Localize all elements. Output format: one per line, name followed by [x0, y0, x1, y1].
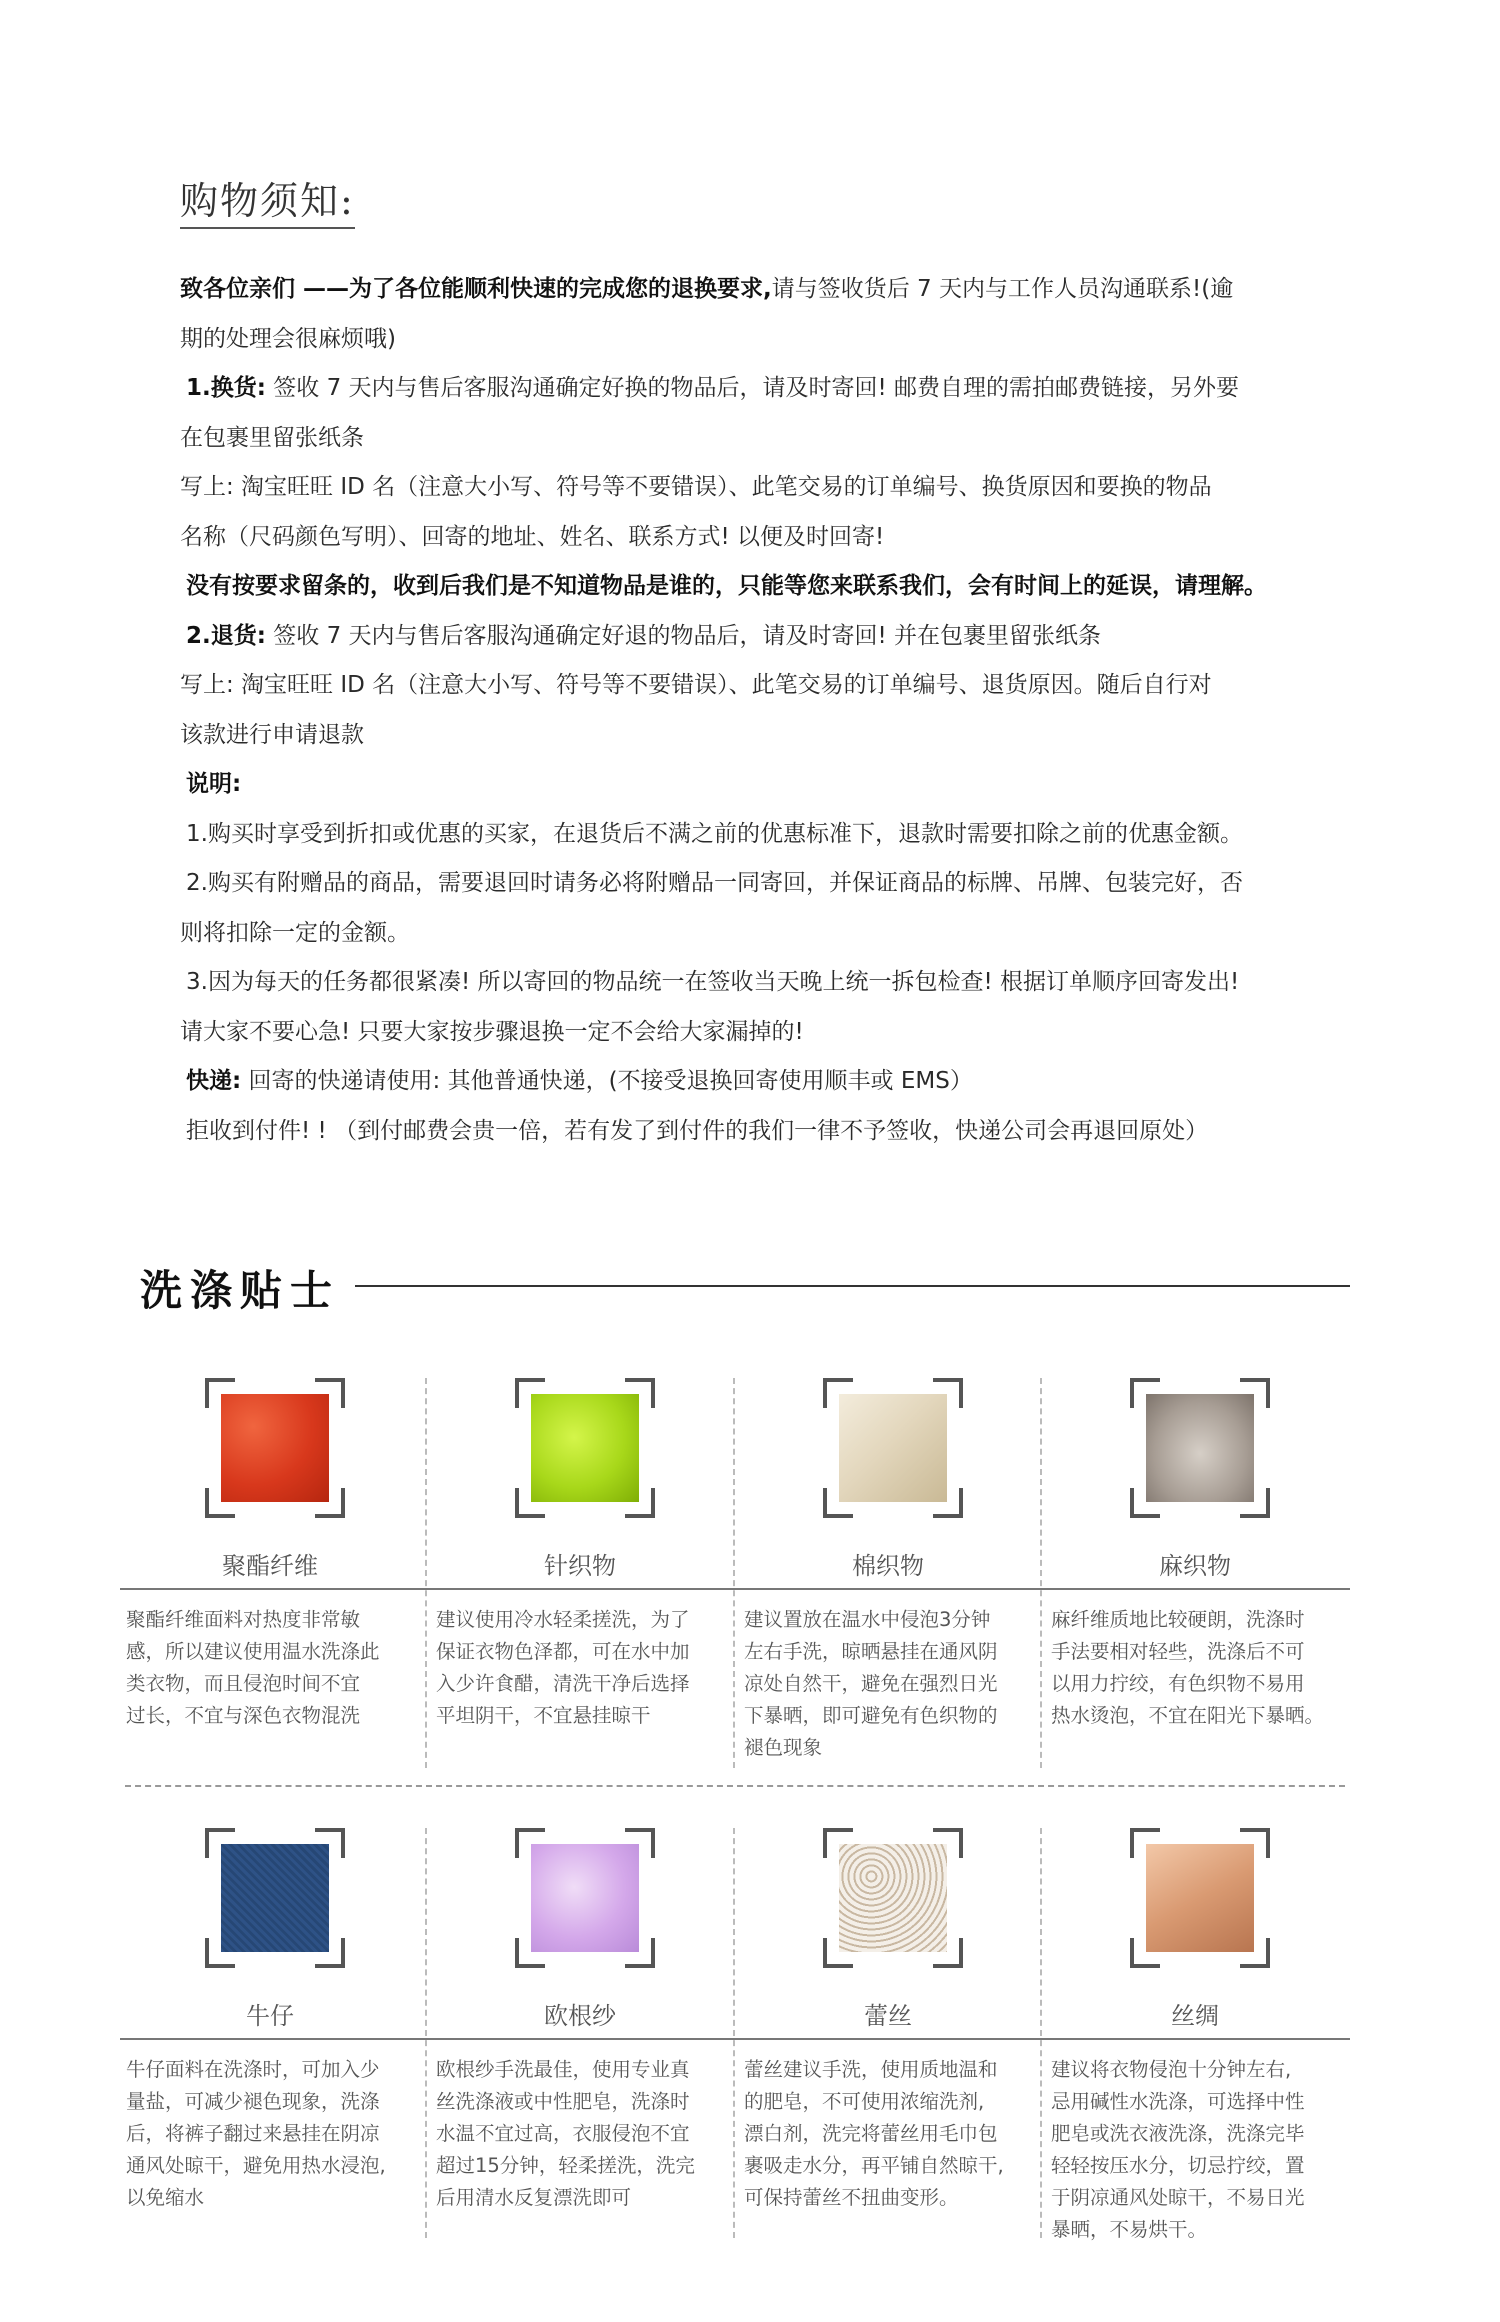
column-divider	[1040, 1828, 1042, 2238]
fabric-image-frame	[515, 1378, 655, 1518]
fabric-name: 欧根纱	[544, 2002, 616, 2030]
polyester-swatch	[221, 1394, 329, 1502]
fabric-name: 牛仔	[246, 2002, 294, 2030]
lace-swatch	[839, 1844, 947, 1952]
fabric-care-text: 欧根纱手洗最佳，使用专业真 丝洗涤液或中性肥皂，洗涤时 水温不宜过高，衣服侵泡不宜 超过15分钟，轻柔搓洗，洗完 后用清水反复漂洗即可	[436, 2058, 695, 2209]
fabric-image-frame	[515, 1828, 655, 1968]
washing-tips	[120, 1250, 1350, 2280]
fabric-card	[120, 1378, 420, 1768]
fabric-name: 蕾丝	[864, 2002, 912, 2030]
fabric-name: 麻织物	[1159, 1552, 1231, 1580]
notice-title: 购物须知:	[180, 170, 355, 229]
cotton-swatch	[839, 1394, 947, 1502]
notice-line: 则将扣除一定的金额。	[180, 919, 410, 946]
notice-line: 2.购买有附赠品的商品，需要退回时请务必将附赠品一同寄回，并保证商品的标牌、吊牌、包装完好，否	[186, 870, 1243, 896]
fabric-image-frame	[205, 1828, 345, 1968]
fabric-image-frame	[823, 1828, 963, 1968]
fabric-image-frame	[1130, 1828, 1270, 1968]
fabric-card	[430, 1828, 730, 2218]
fabric-name: 针织物	[544, 1552, 616, 1580]
column-divider	[425, 1378, 427, 1768]
fabric-name: 棉织物	[852, 1552, 924, 1580]
linen-swatch	[1146, 1394, 1254, 1502]
fabric-image-frame	[823, 1378, 963, 1518]
fabric-care-text: 建议使用冷水轻柔搓洗，为了 保证衣物色泽都，可在水中加 入少许食醋，清洗干净后选择 平坦阴干，不宜悬挂晾干	[436, 1608, 690, 1727]
fabric-image-frame	[205, 1378, 345, 1518]
notice-line: 该款进行申请退款	[180, 721, 364, 748]
notice-line: 名称（尺码颜色写明）、回寄的地址、姓名、联系方式! 以便及时回寄!	[180, 523, 885, 550]
column-divider	[425, 1828, 427, 2238]
notice-line: 写上: 淘宝旺旺 ID 名（注意大小写、符号等不要错误）、此笔交易的订单编号、退货原因。随后自行对	[180, 672, 1212, 698]
return-line: 2.退货: 签收 7 天内与售后客服沟通确定好退的物品后，请及时寄回! 并在包裹里留张纸条	[186, 622, 1102, 649]
notice-line: 在包裹里留张纸条	[180, 424, 364, 451]
fabric-care-text: 建议将衣物侵泡十分钟左右, 忌用碱性水洗涤，可选择中性 肥皂或洗衣液洗涤，洗涤完毕 轻轻按压水分，切忌拧绞，置 于阴凉通风处晾干，不易日光 暴晒，不易烘干。	[1051, 2058, 1305, 2241]
column-divider	[1040, 1378, 1042, 1768]
fabric-card	[1045, 1378, 1345, 1768]
fabric-card	[738, 1828, 1038, 2218]
knit-swatch	[531, 1394, 639, 1502]
fabric-name: 聚酯纤维	[222, 1552, 318, 1580]
fabric-card	[120, 1828, 420, 2218]
notice-line: 3.因为每天的任务都很紧凑! 所以寄回的物品统一在签收当天晚上统一拆包检查! 根据订单顺序回寄发出!	[186, 969, 1240, 995]
fabric-card	[1045, 1828, 1345, 2241]
column-divider	[733, 1378, 735, 1768]
fabric-care-text: 聚酯纤维面料对热度非常敏 感，所以建议使用温水洗涤此 类衣物，而且侵泡时间不宜 过长，不宜与深色衣物混洗	[126, 1608, 380, 1727]
explanation-heading: 说明:	[186, 771, 242, 797]
fabric-card	[430, 1378, 730, 1768]
fabric-care-text: 建议置放在温水中侵泡3分钟 左右手洗，晾晒悬挂在通风阴 凉处自然干，避免在强烈日光 下暴晒，即可避免有色织物的 褪色现象	[744, 1608, 998, 1759]
organza-swatch	[531, 1844, 639, 1952]
fabric-name: 丝绸	[1171, 2002, 1219, 2030]
fabric-care-text: 牛仔面料在洗涤时，可加入少 量盐，可减少褪色现象，洗涤 后，将裤子翻过来悬挂在阴凉 通风处晾干，避免用热水浸泡, 以免缩水	[126, 2058, 386, 2209]
title-rule	[355, 1285, 1350, 1287]
fabric-care-text: 蕾丝建议手洗，使用质地温和 的肥皂，不可使用浓缩洗剂, 漂白剂，洗完将蕾丝用毛巾包 裹吸走水分，再平铺自然晾干, 可保持蕾丝不扭曲变形。	[744, 2058, 1004, 2209]
notice-line: 1.购买时享受到折扣或优惠的买家，在退货后不满之前的优惠标准下，退款时需要扣除之前的优惠金额。	[186, 820, 1243, 847]
express-line: 快递: 回寄的快递请使用: 其他普通快递，(不接受退换回寄使用顺丰或 EMS）	[186, 1068, 973, 1094]
washing-tips-header	[140, 1250, 1350, 1320]
fabric-image-frame	[1130, 1378, 1270, 1518]
notice-line: 写上: 淘宝旺旺 ID 名（注意大小写、符号等不要错误）、此笔交易的订单编号、换货原因和要换的物品	[180, 474, 1212, 500]
notice-line: 期的处理会很麻烦哦)	[180, 325, 396, 352]
notice-warning: 没有按要求留条的，收到后我们是不知道物品是谁的，只能等您来联系我们，会有时间上的延误，请理解。	[186, 573, 1267, 599]
divider	[125, 1785, 1345, 1787]
denim-swatch	[221, 1844, 329, 1952]
washing-tips-title: 洗涤贴士	[140, 1266, 341, 1315]
fabric-care-text: 麻纤维质地比较硬朗，洗涤时 手法要相对轻些，洗涤后不可 以用力拧绞，有色织物不易用 热水烫泡，不宜在阳光下暴晒。	[1051, 1608, 1325, 1727]
exchange-line: 1.换货: 签收 7 天内与售后客服沟通确定好换的物品后，请及时寄回! 邮费自理的需拍邮费链接，另外要	[186, 375, 1240, 401]
column-divider	[733, 1828, 735, 2238]
notice-line: 致各位亲们 ——为了各位能顺利快速的完成您的退换要求,请与签收货后 7 天内与工作人员沟通联系!(逾	[180, 276, 1234, 302]
shopping-notice	[180, 170, 1330, 1156]
silk-swatch	[1146, 1844, 1254, 1952]
notice-line: 拒收到付件! ! （到付邮费会贵一倍，若有发了到付件的我们一律不予签收，快递公司会再退回原处）	[186, 1117, 1209, 1144]
fabric-card	[738, 1378, 1038, 1768]
notice-line: 请大家不要心急! 只要大家按步骤退换一定不会给大家漏掉的!	[180, 1018, 804, 1045]
